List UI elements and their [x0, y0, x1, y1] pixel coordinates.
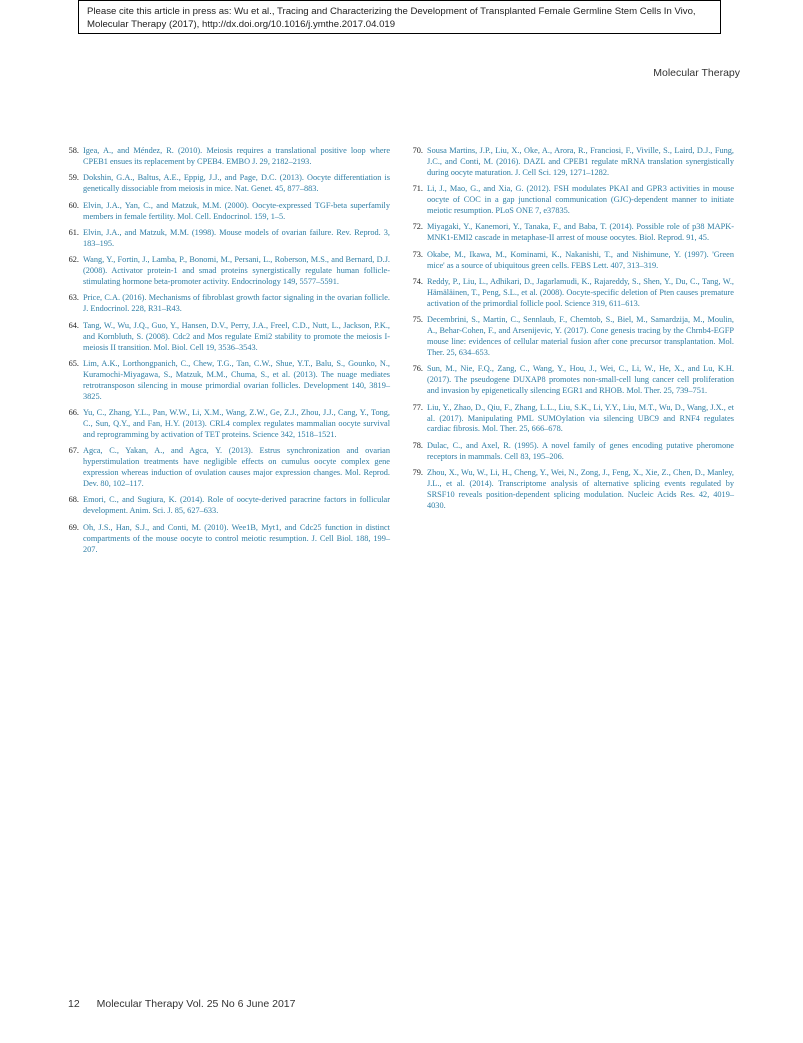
reference-item[interactable] [412, 222, 734, 244]
reference-number: 79. [412, 468, 423, 478]
reference-text[interactable]: Agca, C., Yakan, A., and Agca, Y. (2013). Estrus synchronization and ovarian hyperstimulation treatments have negligible effects on cumulus oocyte complex gene expression whereas induction of ovulation causes major expression changes. Mol. Reprod. Dev. 80, 102–117. [83, 446, 390, 489]
reference-item[interactable] [68, 255, 390, 288]
reference-item[interactable] [68, 321, 390, 354]
reference-text[interactable]: Emori, C., and Sugiura, K. (2014). Role of oocyte-derived paracrine factors in follicular development. Anim. Sci. J. 85, 627–633. [83, 495, 390, 516]
reference-text[interactable]: Wang, Y., Fortin, J., Lamba, P., Bonomi, M., Persani, L., Roberson, M.S., and Bernard, D.J. (2008). Activator protein-1 and smad proteins synergistically regulate human follicle-stimulating hormone beta-promoter activity. Endocrinology 149, 5577–5591. [83, 255, 390, 287]
reference-number: 76. [412, 364, 423, 374]
reference-number: 67. [68, 446, 79, 456]
reference-text[interactable]: Liu, Y., Zhao, D., Qiu, F., Zhang, L.L., Liu, S.K., Li, Y.Y., Liu, M.T., Wu, D., Wang, J.X., et al. (2017). Manipulating PML SUMOylation via silencing UBC9 and RNF4 regulates cardiac fibrosis. Mol. Ther. 25, 666–678. [427, 402, 734, 434]
reference-item[interactable] [412, 250, 734, 272]
reference-text[interactable]: Elvin, J.A., Yan, C., and Matzuk, M.M. (2000). Oocyte-expressed TGF-beta superfamily members in female fertility. Mol. Cell. Endocrinol. 159, 1–5. [83, 200, 390, 221]
reference-item[interactable] [412, 277, 734, 310]
references-left-column [68, 146, 390, 561]
reference-text[interactable]: Zhou, X., Wu, W., Li, H., Cheng, Y., Wei, N., Zong, J., Feng, X., Xie, Z., Chen, D., Manley, J.L., et al. (2014). Transcriptome analysis of alternative splicing events regulated by SRSF10 reveals position-dependent splicing modulation. Nucleic Acids Res. 42, 4019–4030. [427, 468, 734, 510]
reference-text[interactable]: Li, J., Mao, G., and Xia, G. (2012). FSH modulates PKAI and GPR3 activities in mouse oocyte of COC in a gap junctional communication (GJC)-dependent manner to initiate meiotic resumption. PLoS ONE 7, e37835. [427, 184, 734, 216]
reference-number: 69. [68, 522, 79, 532]
reference-number: 60. [68, 200, 79, 210]
reference-number: 71. [412, 184, 423, 194]
reference-text[interactable]: Price, C.A. (2016). Mechanisms of fibroblast growth factor signaling in the ovarian follicle. J. Endocrinol. 228, R31–R43. [83, 293, 390, 314]
reference-text[interactable]: Dulac, C., and Axel, R. (1995). A novel family of genes encoding putative pheromone receptors in mammals. Cell 83, 195–206. [427, 440, 734, 461]
reference-item[interactable] [412, 364, 734, 397]
reference-item[interactable] [68, 408, 390, 441]
references-right-column [412, 146, 734, 517]
reference-item[interactable] [412, 184, 734, 217]
reference-text[interactable]: Oh, J.S., Han, S.J., and Conti, M. (2010). Wee1B, Myt1, and Cdc25 function in distinct compartments of the mouse oocyte to control meiotic resumption. J. Cell Biol. 188, 199–207. [83, 522, 390, 554]
reference-number: 58. [68, 146, 79, 155]
reference-number: 73. [412, 249, 423, 259]
reference-text[interactable]: Lim, A.K., Lorthongpanich, C., Chew, T.G., Tan, C.W., Shue, Y.T., Balu, S., Gounko, N., Kuramochi-Miyagawa, S., Matzuk, M.M., Chuma, S., et al. (2013). The nuage mediates retrotransposon silencing in mouse primordial ovarian follicles. Development 140, 3819–3825. [83, 359, 390, 401]
reference-number: 74. [412, 277, 423, 287]
reference-text[interactable]: Sousa Martins, J.P., Liu, X., Oke, A., Arora, R., Franciosi, F., Viville, S., Laird, D.J., Fung, J.C., and Conti, M. (2016). DAZL and CPEB1 regulate mRNA translation synergistically during oocyte maturation. J. Cell Sci. 129, 1271–1282. [427, 146, 734, 177]
reference-item[interactable] [68, 359, 390, 403]
reference-item[interactable] [412, 468, 734, 512]
reference-item[interactable] [68, 146, 390, 168]
reference-item[interactable] [412, 441, 734, 463]
reference-number: 68. [68, 495, 79, 505]
reference-number: 77. [412, 402, 423, 412]
citation-notice-box [78, 0, 721, 34]
running-head: Molecular Therapy [653, 67, 740, 79]
reference-text[interactable]: Okabe, M., Ikawa, M., Kominami, K., Nakanishi, T., and Nishimune, Y. (1997). 'Green mice' as a source of ubiquitous green cells. FEBS Lett. 407, 313–319. [427, 249, 734, 270]
reference-number: 59. [68, 173, 79, 183]
reference-item[interactable] [68, 293, 390, 315]
page-footer [68, 998, 295, 1010]
reference-number: 65. [68, 359, 79, 368]
reference-number: 63. [68, 293, 79, 303]
reference-item[interactable] [68, 495, 390, 517]
reference-text[interactable]: Decembrini, S., Martin, C., Sennlaub, F., Chemtob, S., Biel, M., Samardzija, M., Moulin, A., Behar-Cohen, F., and Arsenijevic, Y. (2017). Cone genesis tracing by the Chrnb4-EGFP mouse line: evidences of cellular material fusion after cone precursor transplantation. Mol. Ther. 25, 634–653. [427, 315, 734, 357]
reference-number: 61. [68, 227, 79, 237]
reference-number: 78. [412, 440, 423, 450]
reference-text[interactable]: Miyagaki, Y., Kanemori, Y., Tanaka, F., and Baba, T. (2014). Possible role of p38 MAPK-MNK1-EMI2 cascade in metaphase-II arrest of mouse oocytes. Biol. Reprod. 91, 45. [427, 222, 734, 243]
reference-item[interactable] [68, 173, 390, 195]
reference-number: 62. [68, 255, 79, 265]
reference-item[interactable] [412, 315, 734, 359]
reference-text[interactable]: Tang, W., Wu, J.Q., Guo, Y., Hansen, D.V., Perry, J.A., Freel, C.D., Nutt, L., Jackson, P.K., and Kornbluth, S. (2008). Cdc2 and Mos regulate Emi2 stability to promote the meiosis I-meiosis II transition. Mol. Biol. Cell 19, 3536–3543. [83, 320, 390, 352]
reference-number: 64. [68, 320, 79, 330]
reference-item[interactable] [412, 403, 734, 436]
reference-text[interactable]: Sun, M., Nie, F.Q., Zang, C., Wang, Y., Hou, J., Wei, C., Li, W., He, X., and Lu, K.H. (2017). The pseudogene DUXAP8 promotes non-small-cell lung cancer cell proliferation and invasion by epigenetically silencing EGR1 and RHOB. Mol. Ther. 25, 739–751. [427, 364, 734, 396]
citation-notice-text: Please cite this article in press as: Wu et al., Tracing and Characterizing the Development of Transplanted Female Germline Stem Cells In Vivo, Molecular Therapy (2017), http://dx.doi.org/10.1016/j.ymthe.2017.04.019 [87, 6, 696, 30]
reference-number: 70. [412, 146, 423, 155]
reference-text[interactable]: Yu, C., Zhang, Y.L., Pan, W.W., Li, X.M., Wang, Z.W., Ge, Z.J., Zhou, J.J., Cang, Y., Tong, C., Sun, Q.Y., and Fan, H.Y. (2013). CRL4 complex regulates mammalian oocyte survival and reprogramming by activation of TET proteins. Science 342, 1518–1521. [83, 408, 390, 439]
journal-info: Molecular Therapy Vol. 25 No 6 June 2017 [96, 998, 296, 1010]
reference-item[interactable] [412, 146, 734, 179]
reference-number: 66. [68, 408, 79, 418]
reference-text[interactable]: Dokshin, G.A., Baltus, A.E., Eppig, J.J., and Page, D.C. (2013). Oocyte differentiation is genetically dissociable from meiosis in mice. Nat. Genet. 45, 877–883. [83, 173, 390, 194]
reference-item[interactable] [68, 523, 390, 556]
reference-number: 75. [412, 315, 423, 325]
reference-item[interactable] [68, 446, 390, 490]
reference-item[interactable] [68, 201, 390, 223]
reference-text[interactable]: Elvin, J.A., and Matzuk, M.M. (1998). Mouse models of ovarian failure. Rev. Reprod. 3, 183–195. [83, 227, 390, 248]
reference-text[interactable]: Igea, A., and Méndez, R. (2010). Meiosis requires a translational positive loop where CPEB1 ensues its replacement by CPEB4. EMBO J. 29, 2182–2193. [83, 146, 390, 166]
reference-number: 72. [412, 222, 423, 232]
reference-text[interactable]: Reddy, P., Liu, L., Adhikari, D., Jagarlamudi, K., Rajareddy, S., Shen, Y., Du, C., Tang, W., Hämäläinen, T., Peng, S.L., et al. (2008). Oocyte-specific deletion of Pten causes premature activation of the primordial follicle pool. Science 319, 611–613. [427, 277, 734, 308]
page-number: 12 [68, 998, 80, 1010]
reference-item[interactable] [68, 228, 390, 250]
